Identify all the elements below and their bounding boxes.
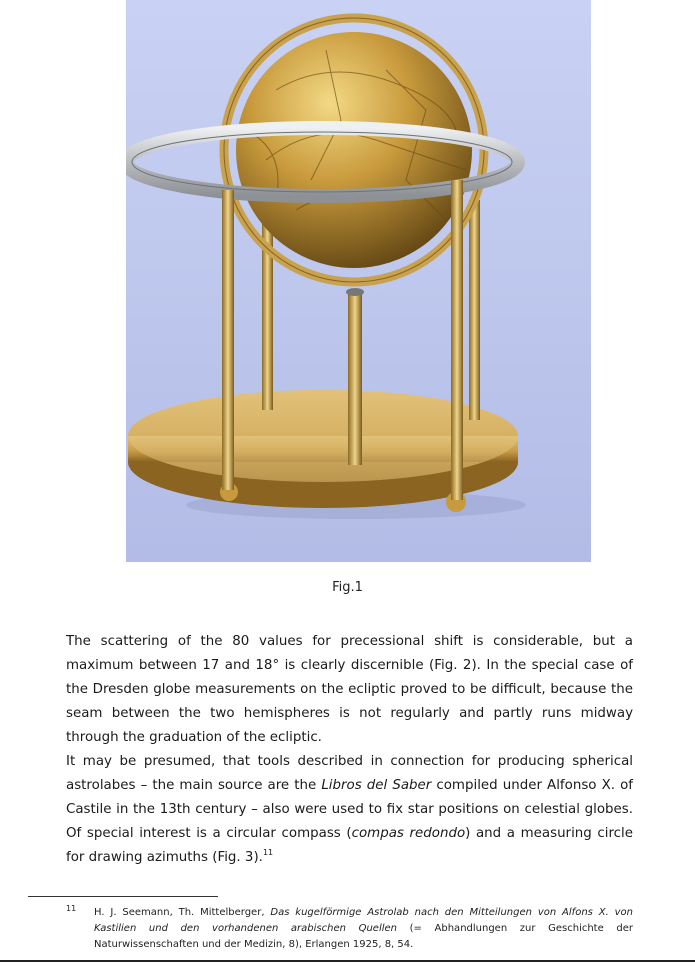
page-bottom-edge (0, 960, 695, 967)
paragraph-2-part-2: compiled under Alfonso X. of Castile in the 13th century – also were used to fix star positions on celestial globes. Of special interest is a circular compass ( (66, 778, 634, 841)
paragraph-2-part-3: ) and a measuring circle for drawing azimuths (Fig. 3). (66, 826, 633, 865)
footnote-authors: H. J. Seemann, Th. Mittelberger, (94, 907, 271, 918)
paragraph-1: The scattering of the 80 values for precessional shift is considerable, but a maximum between 17 and 18° is clearly discernible (Fig. 2). In the special case of the Dresden globe measurements on the ecliptic proved to be difficult, because the seam between the two hemispheres is not regularly and partly runs midway through the graduation of the ecliptic. (66, 634, 633, 745)
body-text (66, 630, 633, 870)
footnote-title: Das kugelförmige Astrolab nach den Mitteilungen von Alfons X. von Kastilien und den vorhandenen arabischen Quellen (94, 907, 633, 934)
footnote-reference[interactable]: 11 (262, 848, 274, 857)
footnote-rest: (= Abhandlungen zur Geschichte der Naturwissenschaften und der Medizin, 8), Erlangen 1925, 8, 54. (94, 923, 633, 950)
paragraph-2-part-1: It may be presumed, that tools described in connection for producing spherical astrolabes – the main source are the (66, 754, 633, 793)
celestial-globe-illustration (126, 0, 591, 562)
figure-photo-globe (126, 0, 591, 562)
figure-caption: Fig.1 (332, 580, 363, 595)
paragraph-2 (66, 750, 633, 870)
footnote-number: 11 (66, 904, 77, 913)
footnote-separator (28, 896, 218, 897)
footnote-text (94, 905, 633, 953)
paragraph-2-italic-1: Libros del Saber (321, 778, 432, 793)
footnote (66, 905, 633, 953)
paragraph-2-italic-2: compas redondo (351, 826, 466, 841)
